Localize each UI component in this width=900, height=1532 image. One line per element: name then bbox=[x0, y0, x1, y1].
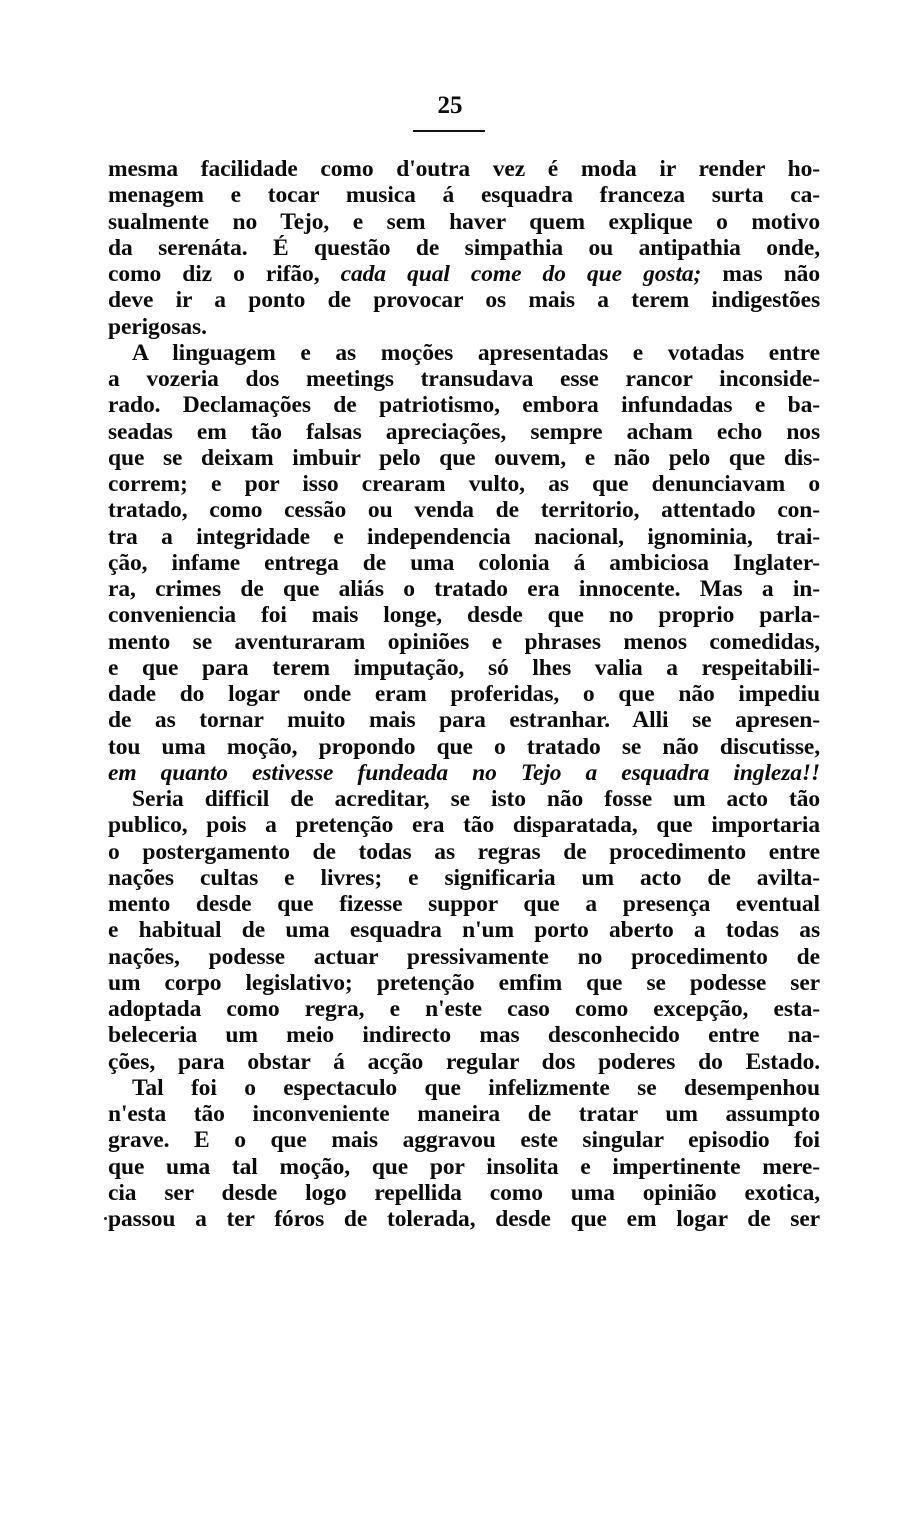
text-line bbox=[108, 261, 820, 287]
text-line bbox=[108, 182, 820, 208]
text-line bbox=[108, 786, 820, 812]
text-segment: e que para terem imputação, só lhes valia a respeitabili- bbox=[108, 654, 820, 681]
text-segment: tou uma moção, propondo que o tratado se não discutisse, bbox=[108, 733, 820, 760]
text-segment: sualmente no Tejo, e sem haver quem explique o motivo bbox=[108, 208, 820, 235]
text-line bbox=[108, 602, 820, 628]
text-segment: conveniencia foi mais longe, desde que no proprio parla- bbox=[108, 602, 820, 629]
text-line bbox=[108, 917, 820, 943]
text-line bbox=[108, 891, 820, 917]
text-line bbox=[108, 156, 820, 182]
text-line bbox=[108, 734, 820, 760]
text-segment: n'esta tão inconveniente maneira de tratar um assumpto bbox=[108, 1101, 820, 1127]
text-line bbox=[108, 1075, 820, 1101]
text-segment: deve ir a ponto de provocar os mais a terem indigestões bbox=[108, 287, 820, 314]
text-line bbox=[108, 524, 820, 550]
text-line bbox=[108, 235, 820, 261]
text-segment: e habitual de uma esquadra n'um porto aberto a todas as bbox=[108, 917, 820, 944]
text-segment: mento se aventuraram opiniões e phrases menos comedidas, bbox=[108, 628, 820, 655]
text-line bbox=[108, 340, 820, 366]
text-segment: rado. Declamações de patriotismo, embora infundadas e ba- bbox=[108, 392, 820, 419]
text-segment: grave. E o que mais aggravou este singular episodio foi bbox=[108, 1127, 820, 1154]
text-segment: o postergamento de todas as regras de procedimento entre bbox=[108, 838, 820, 865]
text-line bbox=[108, 996, 820, 1022]
text-segment: Seria difficil de acreditar, se isto não fosse um acto tão bbox=[132, 786, 820, 812]
text-line bbox=[108, 314, 820, 340]
text-line bbox=[108, 1101, 820, 1127]
text-segment: dade do logar onde eram proferidas, o que não impediu bbox=[108, 681, 820, 707]
text-line bbox=[108, 1049, 820, 1075]
body-text bbox=[108, 156, 820, 1232]
text-line bbox=[108, 550, 820, 576]
text-segment: que se deixam imbuir pelo que ouvem, e não pelo que dis- bbox=[108, 444, 820, 471]
text-line bbox=[108, 655, 820, 681]
text-segment: mesma facilidade como d'outra vez é moda ir render ho- bbox=[108, 156, 820, 182]
text-segment: ção, infame entrega de uma colonia á ambiciosa Inglater- bbox=[108, 549, 820, 576]
text-line bbox=[108, 707, 820, 733]
italic-text: em quanto estivesse fundeada no Tejo a esquadra ingleza!! bbox=[108, 759, 820, 786]
text-segment: publico, pois a pretenção era tão disparatada, que importaria bbox=[108, 812, 820, 839]
text-segment: mas não bbox=[701, 261, 820, 287]
text-segment: um corpo legislativo; pretenção emfim que se podesse ser bbox=[108, 969, 820, 996]
text-line bbox=[108, 970, 820, 996]
text-line bbox=[108, 497, 820, 523]
text-segment: nações cultas e livres; e significaria um acto de avilta- bbox=[108, 864, 820, 891]
text-line bbox=[108, 366, 820, 392]
text-segment: que uma tal moção, que por insolita e impertinente mere- bbox=[108, 1153, 820, 1180]
text-segment: cia ser desde logo repellida como uma opinião exotica, bbox=[108, 1179, 820, 1206]
text-segment: nações, podesse actuar pressivamente no procedimento de bbox=[108, 943, 820, 970]
text-line bbox=[108, 419, 820, 445]
text-segment: ra, crimes de que aliás o tratado era innocente. Mas a in- bbox=[108, 576, 820, 602]
text-segment: tratado, como cessão ou venda de territorio, attentado con- bbox=[108, 497, 820, 524]
print-speck bbox=[104, 1217, 107, 1220]
text-line bbox=[108, 1127, 820, 1153]
text-segment: a vozeria dos meetings transudava esse rancor inconside- bbox=[108, 366, 820, 392]
text-segment: perigosas. bbox=[108, 313, 207, 340]
text-segment: A linguagem e as moções apresentadas e votadas entre bbox=[132, 339, 820, 366]
text-segment: seadas em tão falsas apreciações, sempre acham echo nos bbox=[108, 418, 820, 445]
text-segment: como diz o rifão, bbox=[108, 261, 341, 287]
text-line bbox=[108, 760, 820, 786]
text-line bbox=[108, 1154, 820, 1180]
text-line bbox=[108, 576, 820, 602]
italic-text: cada qual come do que gosta; bbox=[340, 261, 702, 287]
text-segment: da serenáta. É questão de simpathia ou antipathia onde, bbox=[108, 234, 820, 261]
text-segment: de as tornar muito mais para estranhar. Alli se apresen- bbox=[108, 707, 820, 734]
text-segment: beleceria um meio indirecto mas desconhecido entre na- bbox=[108, 1022, 820, 1049]
text-segment: mento desde que fizesse suppor que a presença eventual bbox=[108, 891, 820, 917]
text-line bbox=[108, 445, 820, 471]
text-line bbox=[108, 839, 820, 865]
text-line bbox=[108, 209, 820, 235]
text-line bbox=[108, 1022, 820, 1048]
text-segment: ções, para obstar á acção regular dos poderes do Estado. bbox=[108, 1048, 820, 1075]
text-line bbox=[108, 681, 820, 707]
text-segment: adoptada como regra, e n'este caso como excepção, esta- bbox=[108, 996, 820, 1022]
text-line bbox=[108, 1206, 820, 1232]
text-line bbox=[108, 812, 820, 838]
text-segment: tra a integridade e independencia nacional, ignominia, trai- bbox=[108, 523, 820, 550]
text-segment: correm; e por isso crearam vulto, as que denunciavam o bbox=[108, 471, 820, 497]
text-segment: Tal foi o espectaculo que infelizmente se desempenhou bbox=[132, 1074, 820, 1101]
text-line bbox=[108, 471, 820, 497]
text-line bbox=[108, 392, 820, 418]
text-segment: menagem e tocar musica á esquadra franceza surta ca- bbox=[108, 182, 820, 209]
text-segment: passou a ter fóros de tolerada, desde que em logar de ser bbox=[108, 1206, 820, 1232]
text-line bbox=[108, 629, 820, 655]
text-line bbox=[108, 1180, 820, 1206]
page-number-rule bbox=[413, 130, 485, 132]
text-line bbox=[108, 287, 820, 313]
text-line bbox=[108, 865, 820, 891]
text-line bbox=[108, 944, 820, 970]
page-number: 25 bbox=[437, 92, 463, 119]
